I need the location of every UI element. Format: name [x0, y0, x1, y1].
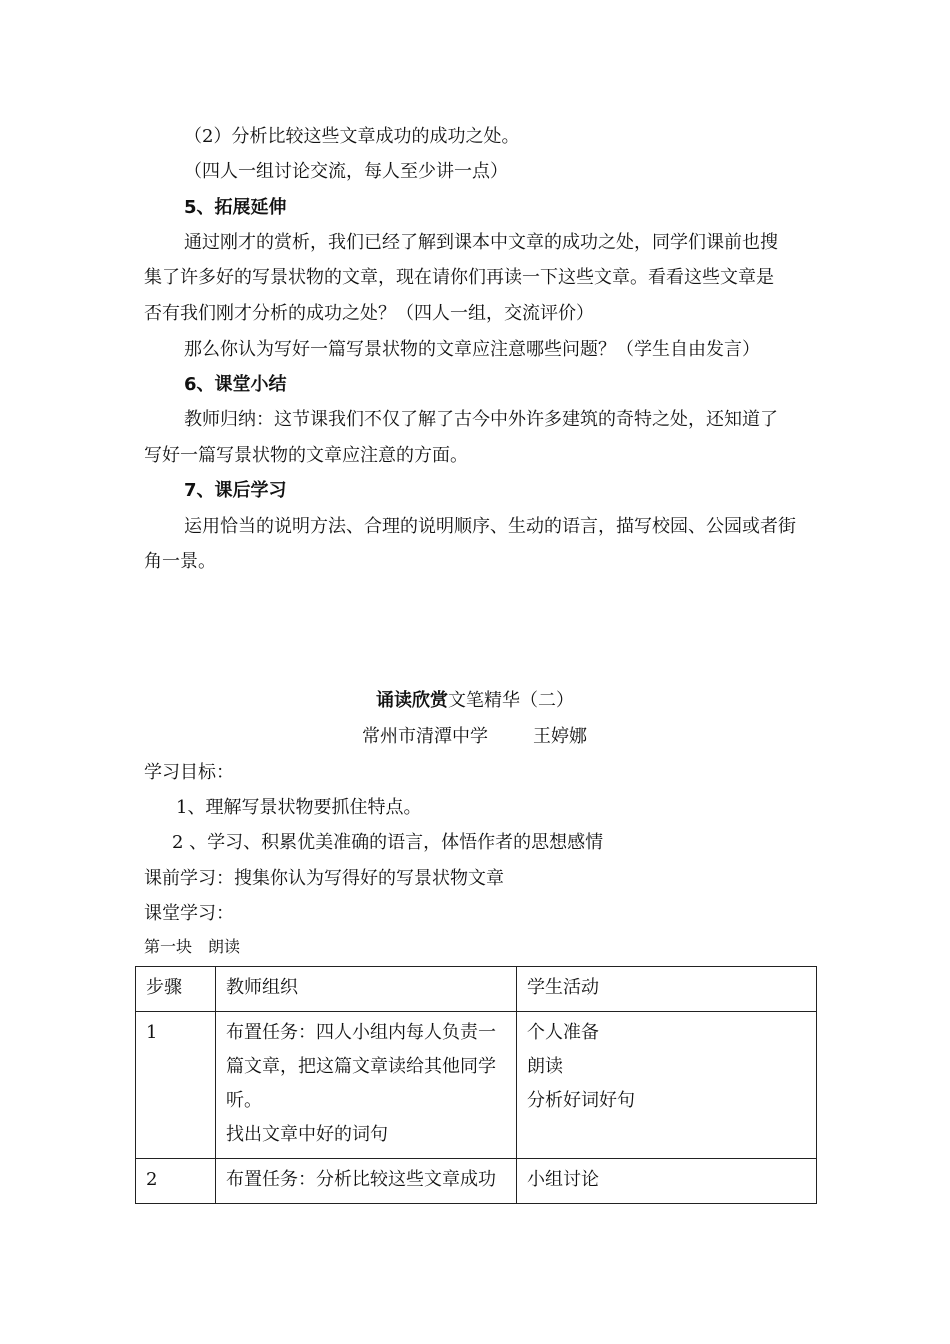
heading-after-class: 7、课后学习	[184, 480, 287, 501]
student-line: 小组讨论	[527, 1169, 599, 1190]
student-cell	[517, 1159, 817, 1204]
paragraph-question: 那么你认为写好一篇写景状物的文章应注意哪些问题？（学生自由发言）	[184, 339, 760, 360]
class-study-label: 课堂学习：	[144, 903, 234, 924]
table-header-row	[136, 967, 817, 1012]
heading-extension: 5、拓展延伸	[184, 197, 287, 218]
lesson-title-rest: 文笔精华（二）	[448, 690, 574, 711]
lesson-title	[0, 689, 950, 713]
lesson-title-bold: 诵读欣赏	[376, 690, 448, 711]
paragraph-summary-line2: 写好一篇写景状物的文章应注意的方面。	[144, 445, 468, 466]
paragraph-extension-line3: 否有我们刚才分析的成功之处？（四人一组，交流评价）	[144, 303, 594, 324]
goals-label: 学习目标：	[144, 762, 234, 783]
student-line: 分析好词好句	[527, 1090, 635, 1111]
teacher-line: 布置任务：四人小组内每人负责一	[226, 1022, 496, 1043]
student-line: 朗读	[527, 1056, 563, 1077]
teacher-cell	[216, 1012, 517, 1159]
step-number: 1	[136, 1012, 216, 1159]
school-name: 常州市清潭中学	[362, 726, 488, 747]
teacher-cell	[216, 1159, 517, 1204]
header-teacher: 教师组织	[216, 967, 517, 1012]
teacher-line: 篇文章，把这篇文章读给其他同学	[226, 1056, 496, 1077]
student-line: 个人准备	[527, 1022, 599, 1043]
paragraph-analysis: （2）分析比较这些文章成功的成功之处。	[184, 126, 520, 147]
teacher-line: 听。	[226, 1090, 262, 1111]
header-step: 步骤	[136, 967, 216, 1012]
paragraph-group-note: （四人一组讨论交流，每人至少讲一点）	[184, 161, 508, 182]
paragraph-extension-line1: 通过刚才的赏析，我们已经了解到课本中文章的成功之处，同学们课前也搜	[184, 232, 778, 253]
pre-study: 课前学习：搜集你认为写得好的写景状物文章	[144, 868, 504, 889]
paragraph-extension-line2: 集了许多好的写景状物的文章，现在请你们再读一下这些文章。看看这些文章是	[144, 267, 774, 288]
activity-table	[135, 966, 817, 1204]
paragraph-after-class-line1: 运用恰当的说明方法、合理的说明顺序、生动的语言，描写校园、公园或者街	[184, 516, 796, 537]
table-row	[136, 1012, 817, 1159]
table-row	[136, 1159, 817, 1204]
teacher-line: 布置任务：分析比较这些文章成功	[226, 1169, 496, 1190]
goal-item-2: 2 、学习、积累优美准确的语言，体悟作者的思想感情	[172, 832, 604, 853]
student-cell	[517, 1012, 817, 1159]
header-student: 学生活动	[517, 967, 817, 1012]
heading-summary: 6、课堂小结	[184, 374, 287, 395]
paragraph-summary-line1: 教师归纳：这节课我们不仅了解了古今中外许多建筑的奇特之处，还知道了	[184, 409, 778, 430]
paragraph-after-class-line2: 角一景。	[144, 551, 216, 572]
teacher-line: 找出文章中好的词句	[226, 1124, 388, 1145]
author-name: 王婷娜	[533, 726, 587, 747]
step-number: 2	[136, 1159, 216, 1204]
goal-item-1: 1、理解写景状物要抓住特点。	[176, 797, 422, 818]
block-label: 第一块 朗读	[144, 937, 241, 956]
